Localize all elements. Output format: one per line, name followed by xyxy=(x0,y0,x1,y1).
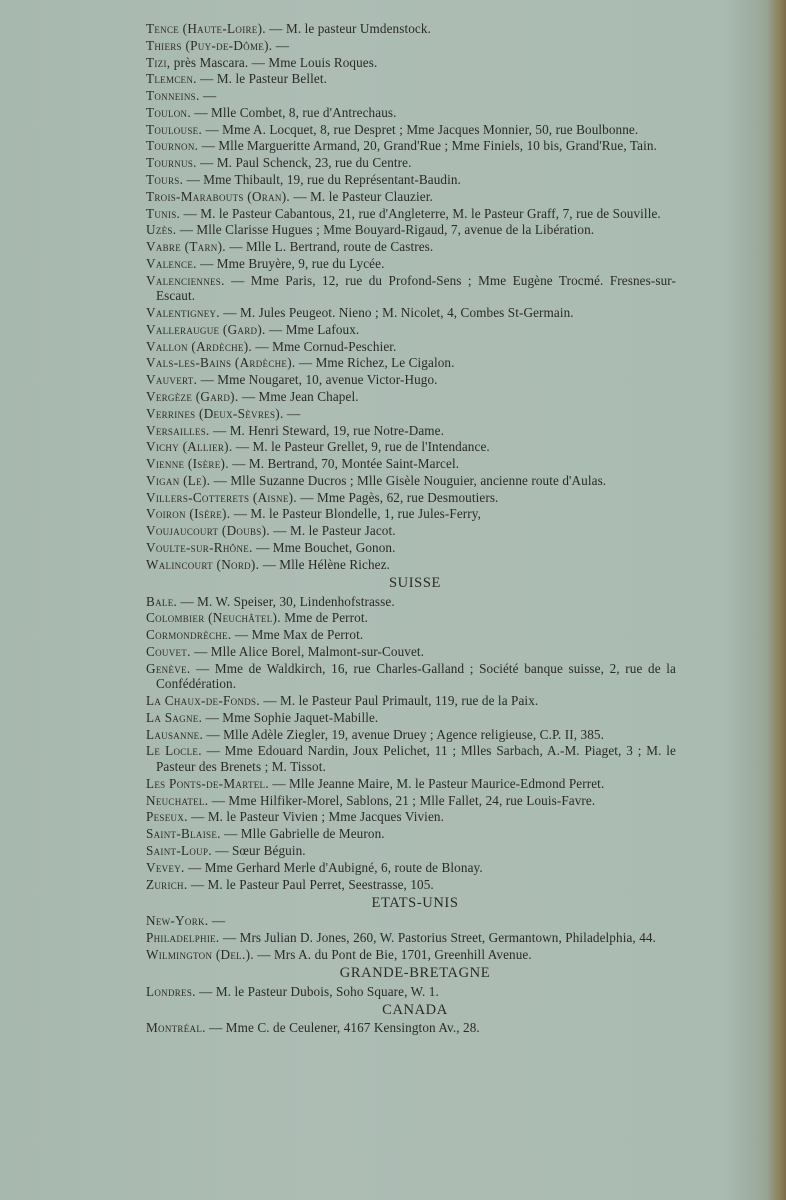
entry-detail: — Mme Edouard Nardin, Joux Pelichet, 11 ; Mlles Sarbach, A.-M. Piaget, 3 ; M. le Pasteur des Brenets ; M. Tissot. xyxy=(156,743,676,775)
entry-detail: — M. le Pasteur Paul Perret, Seestrasse, 105. xyxy=(187,876,434,892)
entry-detail: — M. le pasteur Umdenstock. xyxy=(265,21,431,36)
directory-entry xyxy=(146,473,676,489)
directory-entry xyxy=(146,913,676,929)
entry-place: Les Ponts-de-Martel. xyxy=(146,775,269,791)
entry-detail: — M. W. Speiser, 30, Lindenhofstrasse. xyxy=(177,593,395,609)
entry-detail: — M. le Pasteur Blondelle, 1, rue Jules-Ferry, xyxy=(230,506,481,522)
directory-entry xyxy=(146,273,676,304)
entry-detail: — Mme Max de Perrot. xyxy=(231,627,364,643)
directory-entry xyxy=(146,239,676,255)
directory-entry xyxy=(146,355,676,371)
entry-place: Tours. xyxy=(146,172,184,188)
entry-place: Toulon. xyxy=(146,104,191,120)
entry-detail: — M. Paul Schenck, 23, rue du Centre. xyxy=(196,155,412,171)
directory-entry xyxy=(146,843,676,859)
entry-place: Tence (Haute-Loire). xyxy=(146,21,266,36)
entry-place: Tizi, xyxy=(146,54,171,70)
entry-place: Valence. xyxy=(146,255,197,271)
entry-detail: — xyxy=(283,405,301,421)
directory-entry xyxy=(146,809,676,825)
entry-detail: — Mrs Julian D. Jones, 260, W. Pastorius Street, Germantown, Philadelphia, 44. xyxy=(219,930,656,946)
entry-detail: — Mme Lafoux. xyxy=(265,321,360,337)
entry-detail: — M. le Pasteur Jacot. xyxy=(269,523,396,539)
entry-place: Toulouse. xyxy=(146,121,203,137)
directory-entry xyxy=(146,1020,676,1036)
directory-entry xyxy=(146,710,676,726)
entry-place: Bale. xyxy=(146,593,178,609)
entry-detail: — M. le Pasteur Grellet, 9, rue de l'Intendance. xyxy=(232,439,490,455)
directory-entry xyxy=(146,693,676,709)
entry-place: La Chaux-de-Fonds. xyxy=(146,693,260,709)
entry-place: Tournus. xyxy=(146,155,197,171)
entry-detail: — Mme Gerhard Merle d'Aubigné, 6, route de Blonay. xyxy=(184,859,483,875)
directory-entry xyxy=(146,947,676,963)
entry-detail: — Mlle Combet, 8, rue d'Antrechaus. xyxy=(190,104,397,120)
entry-detail: — M. le Pasteur Paul Primault, 119, rue de la Paix. xyxy=(259,693,539,709)
entry-place: Walincourt (Nord). xyxy=(146,556,260,572)
directory-entry xyxy=(146,256,676,272)
page-edge xyxy=(768,0,786,1200)
entry-detail: — Mlle Suzanne Ducros ; Mlle Gisèle Nouguier, ancienne route d'Aulas. xyxy=(210,472,607,488)
directory-listing xyxy=(146,21,676,1036)
entry-detail: — Mrs A. du Pont de Bie, 1701, Greenhill Avenue. xyxy=(253,946,532,962)
entry-place: Uzès. xyxy=(146,222,177,238)
entry-place: Vienne (Isère). xyxy=(146,456,229,472)
directory-entry xyxy=(146,155,676,171)
entry-detail: — Mme Bouchet, Gonon. xyxy=(252,540,396,556)
entry-detail: — M. le Pasteur Vivien ; Mme Jacques Vivien. xyxy=(187,809,444,825)
entry-detail: — Mme Jean Chapel. xyxy=(238,389,359,404)
entry-detail: — M. le Pasteur Dubois, Soho Square, W. 1. xyxy=(195,983,439,999)
entry-place: Trois-Marabouts (Oran). xyxy=(146,188,290,204)
entry-place: Versailles. xyxy=(146,422,210,438)
entry-detail: — Mme A. Locquet, 8, rue Despret ; Mme Jacques Monnier, 50, rue Boulbonne. xyxy=(202,121,639,137)
directory-entry xyxy=(146,372,676,388)
entry-detail: — Mme Cornud-Peschier. xyxy=(252,338,397,354)
entry-place: Zurich. xyxy=(146,876,188,892)
entry-detail: — Mme Richez, Le Cigalon. xyxy=(295,355,455,371)
directory-entry xyxy=(146,189,676,205)
directory-entry xyxy=(146,793,676,809)
entry-detail: Mme de Perrot. xyxy=(280,610,368,626)
directory-entry xyxy=(146,506,676,522)
entry-place: Vigan (Le). xyxy=(146,472,211,488)
entry-place: Montréal. xyxy=(146,1020,206,1036)
entry-detail: — Mlle Margueritte Armand, 20, Grand'Rue ; Mme Finiels, 10 bis, Grand'Rue, Tain. xyxy=(198,138,657,154)
entry-detail: — xyxy=(272,37,290,53)
entry-place: Saint-Blaise. xyxy=(146,826,221,842)
directory-entry xyxy=(146,122,676,138)
entry-place: Valleraugue (Gard). xyxy=(146,321,266,337)
entry-place: Tunis. xyxy=(146,205,181,221)
directory-entry xyxy=(146,743,676,774)
entry-detail: — Mlle Hélène Richez. xyxy=(259,556,390,572)
entry-detail: près Mascara. — Mme Louis Roques. xyxy=(170,54,378,70)
directory-entry xyxy=(146,222,676,238)
directory-entry xyxy=(146,727,676,743)
entry-detail: — xyxy=(208,913,226,929)
directory-entry xyxy=(146,105,676,121)
directory-entry xyxy=(146,206,676,222)
entry-detail: — Mme Bruyère, 9, rue du Lycée. xyxy=(196,255,385,271)
entry-detail: — Mme Hilfiker-Morel, Sablons, 21 ; Mlle Fallet, 24, rue Louis-Favre. xyxy=(208,792,596,808)
entry-detail: — Mme Paris, 12, rue du Profond-Sens ; Mme Eugène Trocmé. Fresnes-sur-Escaut. xyxy=(156,272,676,304)
directory-entry xyxy=(146,38,676,54)
directory-entry xyxy=(146,644,676,660)
directory-entry xyxy=(146,88,676,104)
entry-detail: — Mme Nougaret, 10, avenue Victor-Hugo. xyxy=(197,372,438,388)
directory-entry xyxy=(146,826,676,842)
directory-entry xyxy=(146,389,676,405)
entry-place: Colombier (Neuchâtel). xyxy=(146,610,281,626)
directory-entry xyxy=(146,557,676,573)
directory-entry xyxy=(146,627,676,643)
directory-entry xyxy=(146,21,676,37)
directory-entry xyxy=(146,594,676,610)
entry-detail: — xyxy=(199,88,217,104)
directory-entry xyxy=(146,456,676,472)
directory-entry xyxy=(146,71,676,87)
directory-entry xyxy=(146,490,676,506)
directory-entry xyxy=(146,339,676,355)
entry-place: Wilmington (Del.). xyxy=(146,946,254,962)
entry-detail: — M. le Pasteur Cabantous, 21, rue d'Angleterre, M. le Pasteur Graff, 7, rue de Souville. xyxy=(180,205,661,221)
directory-entry xyxy=(146,877,676,893)
entry-detail: — Sœur Béguin. xyxy=(211,842,306,858)
entry-place: Thiers (Puy-de-Dôme). xyxy=(146,37,273,53)
directory-entry xyxy=(146,523,676,539)
directory-entry xyxy=(146,423,676,439)
entry-place: New-York. xyxy=(146,913,209,929)
entry-place: Le Locle. xyxy=(146,743,202,759)
entry-place: Vevey. xyxy=(146,859,185,875)
entry-place: Saint-Loup. xyxy=(146,842,212,858)
directory-entry xyxy=(146,439,676,455)
entry-place: Vergèze (Gard). xyxy=(146,389,239,404)
entry-detail: — Mlle Adèle Ziegler, 19, avenue Druey ; Agence religieuse, C.P. II, 385. xyxy=(203,726,604,742)
directory-entry xyxy=(146,776,676,792)
entry-place: Voujaucourt (Doubs). xyxy=(146,523,270,539)
section-heading: SUISSE xyxy=(389,575,441,592)
entry-place: Vauvert. xyxy=(146,372,198,388)
entry-place: Cormondrèche. xyxy=(146,627,232,643)
entry-place: Genève. xyxy=(146,660,191,676)
entry-detail: — Mlle Clarisse Hugues ; Mme Bouyard-Rigaud, 7, avenue de la Libération. xyxy=(176,222,595,238)
directory-entry xyxy=(146,172,676,188)
section-heading: GRANDE-BRETAGNE xyxy=(339,965,491,982)
directory-entry xyxy=(146,406,676,422)
entry-detail: — Mlle L. Bertrand, route de Castres. xyxy=(225,239,434,255)
entry-place: Voiron (Isère). xyxy=(146,506,231,522)
entry-place: Vals-les-Bains (Ardèche). xyxy=(146,355,296,371)
entry-place: Verrines (Deux-Sèvres). xyxy=(146,405,284,421)
section-heading: CANADA xyxy=(382,1002,448,1019)
entry-detail: — M. le Pasteur Clauzier. xyxy=(290,188,433,204)
entry-detail: — M. Jules Peugeot. Nieno ; M. Nicolet, 4, Combes St-Germain. xyxy=(219,305,574,321)
entry-place: Vichy (Allier). xyxy=(146,439,233,455)
entry-place: Philadelphie. xyxy=(146,930,220,946)
entry-detail: — Mme Pagès, 62, rue Desmoutiers. xyxy=(296,489,499,505)
entry-place: Tournon. xyxy=(146,138,199,154)
directory-entry xyxy=(146,540,676,556)
entry-place: Valenciennes. xyxy=(146,272,225,288)
entry-place: Couvet. xyxy=(146,643,191,659)
entry-detail: — Mlle Gabrielle de Meuron. xyxy=(220,826,385,842)
entry-detail: — Mme Sophie Jaquet-Mabille. xyxy=(202,709,379,725)
entry-place: Voulte-sur-Rhône. xyxy=(146,540,253,556)
entry-place: Valentigney. xyxy=(146,305,220,321)
directory-entry xyxy=(146,930,676,946)
section-heading: ETATS-UNIS xyxy=(371,895,459,912)
directory-entry xyxy=(146,984,676,1000)
entry-place: Neuchatel. xyxy=(146,792,209,808)
directory-entry xyxy=(146,55,676,71)
entry-detail: — Mlle Jeanne Maire, M. le Pasteur Maurice-Edmond Perret. xyxy=(268,775,605,791)
entry-place: Tonneins. xyxy=(146,88,200,104)
entry-detail: — Mlle Alice Borel, Malmont-sur-Couvet. xyxy=(190,643,425,659)
entry-place: Villers-Cotterets (Aisne). xyxy=(146,489,297,505)
entry-place: Peseux. xyxy=(146,809,188,825)
directory-entry xyxy=(146,305,676,321)
entry-detail: — M. Bertrand, 70, Montée Saint-Marcel. xyxy=(228,456,460,472)
directory-entry xyxy=(146,661,676,692)
directory-entry xyxy=(146,138,676,154)
entry-detail: — M. le Pasteur Bellet. xyxy=(196,71,327,87)
entry-place: La Sagne. xyxy=(146,709,203,725)
entry-place: Vallon (Ardèche). xyxy=(146,338,253,354)
entry-place: Lausanne. xyxy=(146,726,204,742)
entry-place: Vabre (Tarn). xyxy=(146,239,226,255)
entry-place: Londres. xyxy=(146,983,196,999)
entry-place: Tlemcen. xyxy=(146,71,197,87)
entry-detail: — M. Henri Steward, 19, rue Notre-Dame. xyxy=(209,422,444,438)
directory-entry xyxy=(146,860,676,876)
directory-entry xyxy=(146,610,676,626)
entry-detail: — Mme Thibault, 19, rue du Représentant-Baudin. xyxy=(183,172,461,188)
entry-detail: — Mme de Waldkirch, 16, rue Charles-Galland ; Société banque suisse, 2, rue de la Confédération. xyxy=(156,660,676,692)
entry-detail: — Mme C. de Ceulener, 4167 Kensington Av., 28. xyxy=(205,1020,480,1036)
directory-entry xyxy=(146,322,676,338)
